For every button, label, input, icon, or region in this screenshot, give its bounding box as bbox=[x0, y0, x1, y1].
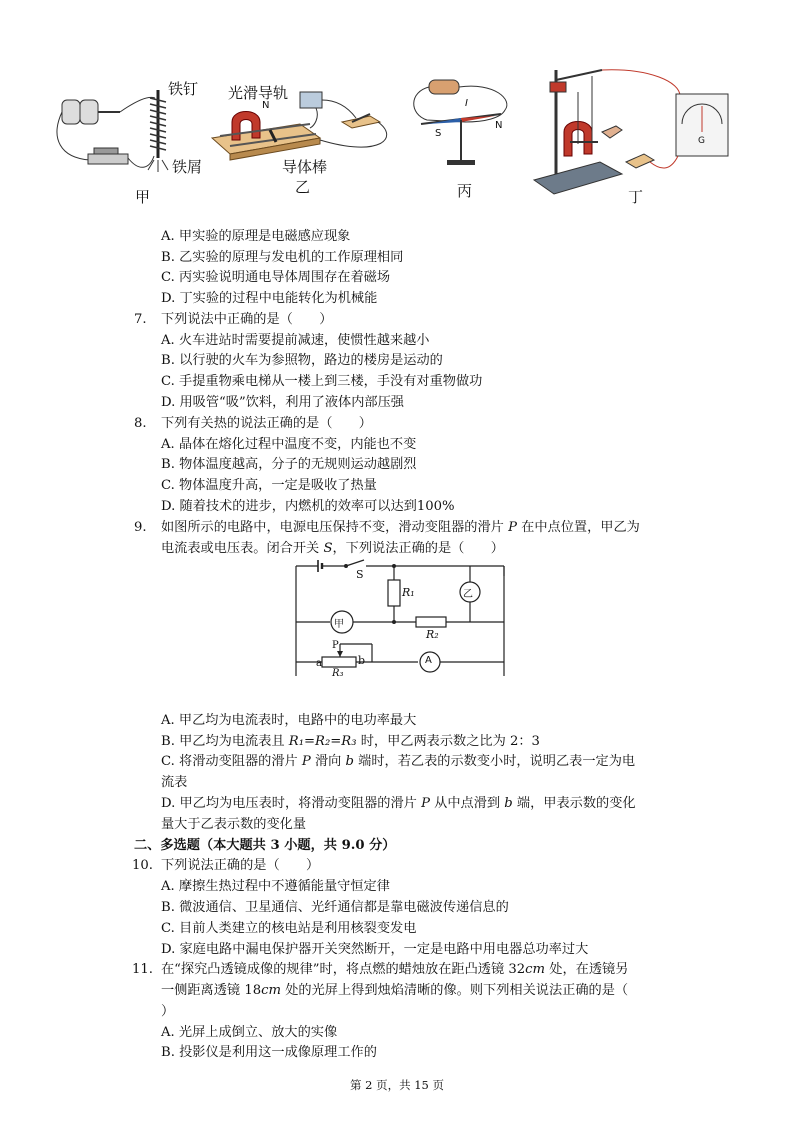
label-n: N bbox=[495, 120, 503, 131]
q9-option-c-text: 滑向 bbox=[310, 754, 346, 769]
galvanometer-diagram bbox=[530, 62, 730, 202]
circuit-label-r2: R₂ bbox=[426, 628, 439, 641]
q11-stem-line1 bbox=[161, 960, 628, 980]
label-s: S bbox=[435, 128, 442, 139]
q8-number: 8. bbox=[134, 416, 147, 431]
label-nail: 铁钉 bbox=[168, 80, 199, 98]
label-g: G bbox=[698, 136, 705, 146]
q10-option-b: B. 微波通信、卫星通信、光纤通信都是靠电磁波传递信息的 bbox=[161, 900, 509, 915]
var-b: b bbox=[504, 796, 513, 811]
q7-option-a: A. 火车进站时需要提前减速，使惯性越来越小 bbox=[161, 333, 430, 348]
q9-option-b-text: 时，甲乙两表示数之比为 2：3 bbox=[356, 734, 540, 749]
figure-bing bbox=[405, 60, 520, 200]
q8-option-d: D. 随着技术的进步，内燃机的效率可以达到100% bbox=[161, 499, 455, 514]
q7-option-d: D. 用吸管“吸”饮料，利用了液体内部压强 bbox=[161, 395, 404, 410]
q9-option-d-text: 从中点滑到 bbox=[429, 796, 505, 811]
var-b: b bbox=[345, 754, 354, 769]
slider-arrow bbox=[337, 651, 343, 657]
label-i: I bbox=[465, 98, 468, 109]
q9-option-d-text: 端，甲表示数的变化 bbox=[512, 796, 636, 811]
q11-option-a: A. 光屏上成倒立、放大的实像 bbox=[161, 1025, 338, 1040]
q9-option-c-text: C. 将滑动变阻器的滑片 bbox=[161, 754, 302, 769]
circuit-label-r3: R₃ bbox=[332, 668, 344, 679]
q9-stem-line1 bbox=[161, 518, 640, 538]
q11-stem-line2 bbox=[161, 981, 628, 1001]
meter-a: A bbox=[425, 655, 432, 666]
q9-option-d-line2: 量大于乙表示数的变化量 bbox=[161, 817, 307, 832]
q11-option-b: B. 投影仪是利用这一成像原理工作的 bbox=[161, 1045, 377, 1060]
label-rail: 光滑导轨 bbox=[228, 84, 289, 102]
circuit-svg bbox=[290, 558, 512, 686]
q9-number: 9. bbox=[134, 520, 147, 535]
q9-option-b-equation: R₁=R₂=R₃ bbox=[288, 734, 357, 749]
q7-option-b: B. 以行驶的火车为参照物，路边的楼房是运动的 bbox=[161, 353, 443, 368]
circuit-label-s: S bbox=[356, 568, 364, 581]
q6-option-b: B. 乙实验的原理与发电机的工作原理相同 bbox=[161, 250, 404, 265]
circuit-label-r1: R₁ bbox=[402, 586, 415, 599]
page-footer: 第 2 页，共 15 页 bbox=[349, 1078, 445, 1092]
q11-stem-line3: ） bbox=[161, 1004, 175, 1019]
label-n-magnet: N bbox=[262, 100, 270, 111]
q11-stem-text: 在“探究凸透镜成像的规律”时，将点燃的蜡烛放在距凸透镜 32 bbox=[161, 962, 526, 977]
q6-option-a: A. 甲实验的原理是电磁感应现象 bbox=[161, 229, 351, 244]
q7-number: 7. bbox=[134, 312, 147, 327]
unit-cm: cm bbox=[261, 983, 282, 998]
q9-stem-line2 bbox=[161, 539, 504, 559]
caption-yi: 乙 bbox=[295, 178, 311, 196]
var-s: S bbox=[323, 541, 333, 556]
q9-option-d bbox=[161, 794, 636, 814]
q6-option-c: C. 丙实验说明通电导体周围存在着磁场 bbox=[161, 270, 391, 285]
q11-stem-text: 一侧距离透镜 18 bbox=[161, 983, 262, 998]
label-rod: 导体棒 bbox=[282, 158, 328, 176]
var-p: P bbox=[508, 520, 517, 535]
meter-yi: 乙 bbox=[463, 589, 473, 600]
compass-diagram bbox=[405, 60, 520, 180]
q10-number: 10. bbox=[132, 858, 153, 873]
caption-bing: 丙 bbox=[457, 182, 473, 200]
q9-stem-text: 在中点位置，甲乙为 bbox=[516, 520, 640, 535]
q10-stem: 下列说法正确的是（ ） bbox=[161, 858, 320, 873]
q10-option-c: C. 目前人类建立的核电站是利用核裂变发电 bbox=[161, 921, 417, 936]
q9-stem-text: 电流表或电压表。闭合开关 bbox=[161, 541, 324, 556]
q9-stem-text: ，下列说法正确的是（ ） bbox=[332, 541, 504, 556]
meter-jia: 甲 bbox=[334, 619, 344, 630]
q9-option-b-text: B. 甲乙均为电流表且 bbox=[161, 734, 289, 749]
q9-option-c bbox=[161, 752, 635, 772]
unit-cm: cm bbox=[525, 962, 546, 977]
caption-jia: 甲 bbox=[135, 188, 151, 206]
q9-circuit-diagram bbox=[290, 558, 512, 686]
section-heading: 二、多选题（本大题共 3 小题，共 9.0 分） bbox=[134, 838, 396, 853]
q10-option-d: D. 家庭电路中漏电保护器开关突然断开，一定是电路中用电器总功率过大 bbox=[161, 942, 589, 957]
figure-jia bbox=[50, 78, 210, 206]
q8-option-a: A. 晶体在熔化过程中温度不变，内能也不变 bbox=[161, 437, 417, 452]
label-filings: 铁屑 bbox=[172, 158, 203, 176]
q11-stem-text: 处，在透镜另 bbox=[545, 962, 629, 977]
figure-yi bbox=[210, 78, 405, 196]
q9-option-a: A. 甲乙均为电流表时，电路中的电功率最大 bbox=[161, 713, 417, 728]
q8-option-b: B. 物体温度越高，分子的无规则运动越剧烈 bbox=[161, 457, 417, 472]
q9-option-c-text: 端时，若乙表的示数变小时，说明乙表一定为电 bbox=[353, 754, 636, 769]
caption-ding: 丁 bbox=[628, 188, 644, 206]
q11-stem-text: 处的光屏上得到烛焰清晰的像。则下列相关说法正确的是（ bbox=[281, 983, 629, 998]
q7-option-c: C. 手提重物乘电梯从一楼上到三楼，手没有对重物做功 bbox=[161, 374, 483, 389]
q7-stem: 下列说法中正确的是（ ） bbox=[161, 312, 333, 327]
figure-ding bbox=[530, 62, 730, 206]
var-p: P bbox=[421, 796, 430, 811]
q9-stem-text: 如图所示的电路中，电源电压保持不变，滑动变阻器的滑片 bbox=[161, 520, 509, 535]
var-p: P bbox=[301, 754, 311, 769]
q11-number: 11. bbox=[132, 962, 153, 977]
circuit-label-a: a bbox=[316, 658, 322, 669]
q10-option-a: A. 摩擦生热过程中不遵循能量守恒定律 bbox=[161, 879, 390, 894]
q8-option-c: C. 物体温度升高，一定是吸收了热量 bbox=[161, 478, 377, 493]
q9-option-c-line2: 流表 bbox=[161, 775, 188, 790]
q9-option-b bbox=[161, 732, 540, 752]
q6-option-d: D. 丁实验的过程中电能转化为机械能 bbox=[161, 291, 378, 306]
circuit-label-b: b bbox=[358, 654, 366, 667]
q9-option-d-text: D. 甲乙均为电压表时，将滑动变阻器的滑片 bbox=[161, 796, 422, 811]
circuit-label-p: P bbox=[332, 640, 339, 651]
q8-stem: 下列有关热的说法正确的是（ ） bbox=[161, 416, 372, 431]
